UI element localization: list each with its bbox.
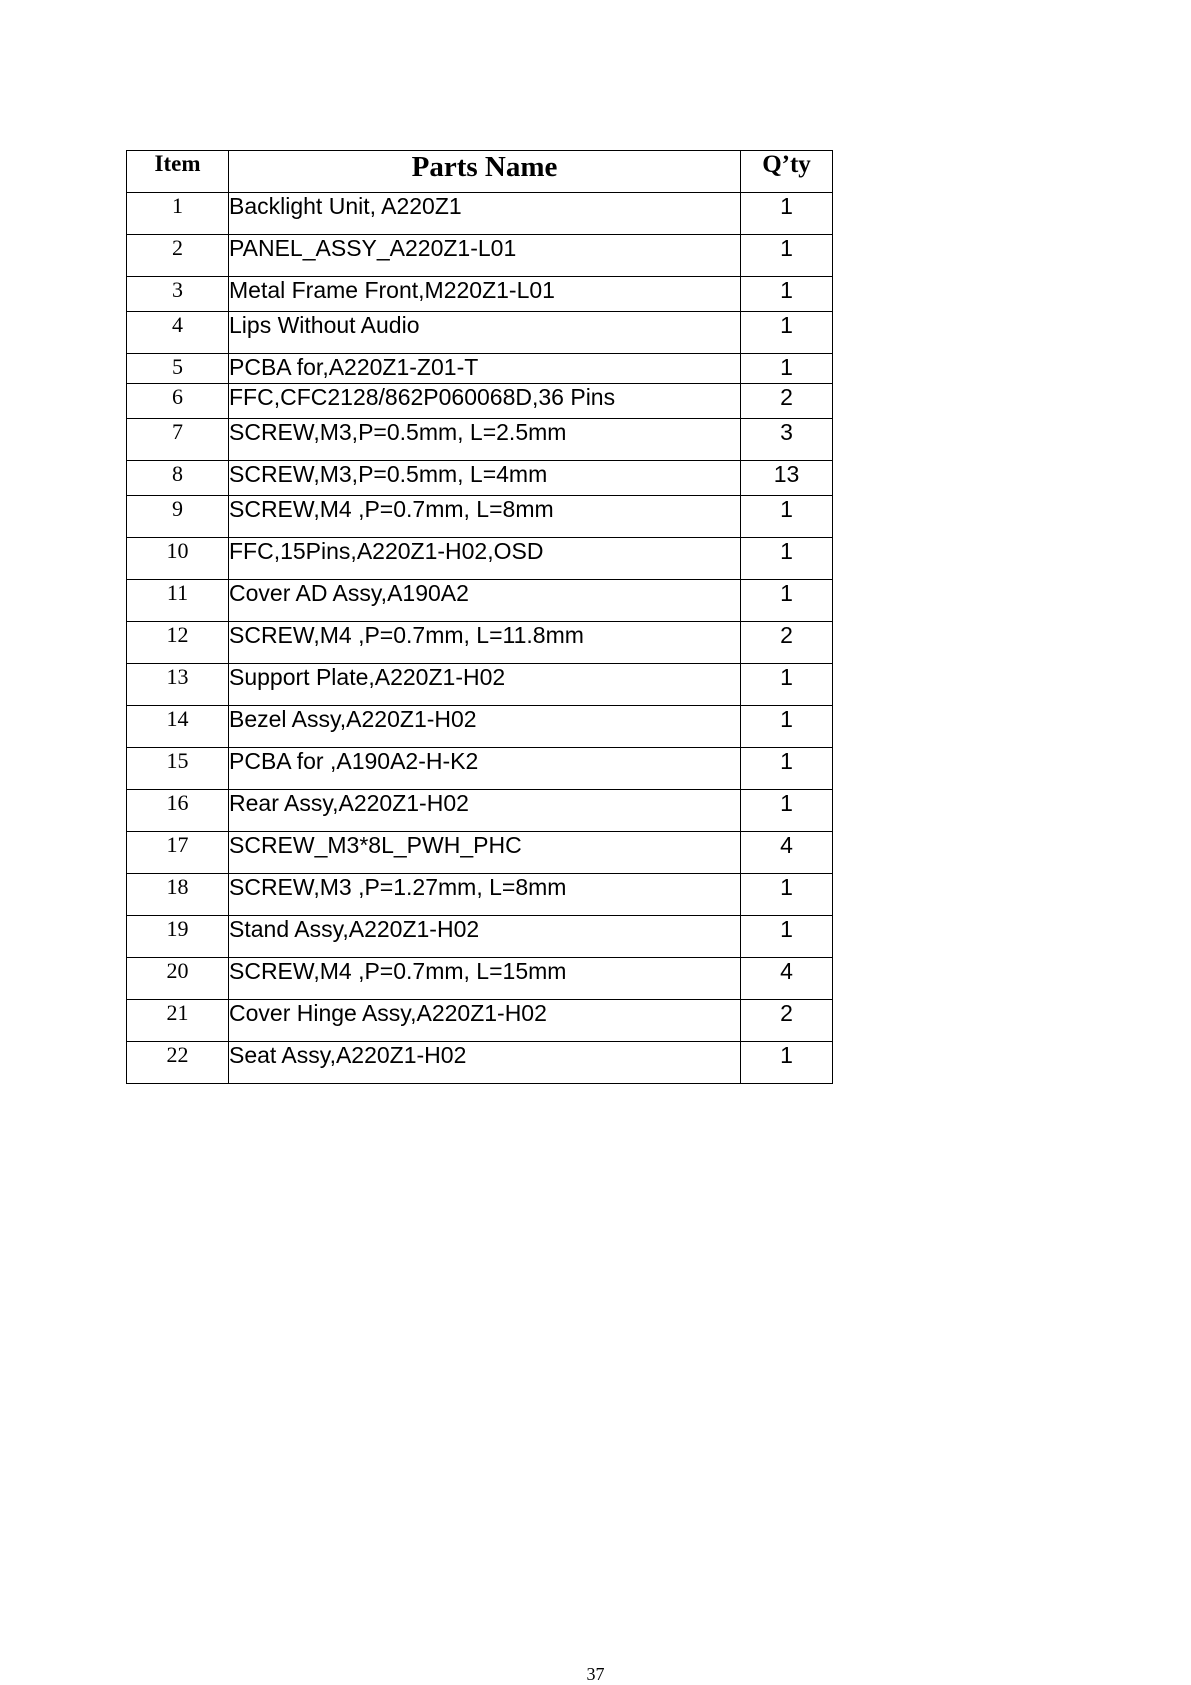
part-name: SCREW,M4 ,P=0.7mm, L=15mm — [229, 958, 741, 1000]
table-row — [127, 790, 833, 832]
part-name: Seat Assy,A220Z1-H02 — [229, 1042, 741, 1084]
part-qty: 1 — [741, 354, 833, 384]
part-name: PCBA for,A220Z1-Z01-T — [229, 354, 741, 384]
table-row — [127, 832, 833, 874]
part-name: SCREW,M3,P=0.5mm, L=4mm — [229, 461, 741, 496]
table-row — [127, 277, 833, 312]
item-number: 11 — [127, 580, 229, 622]
part-qty: 1 — [741, 538, 833, 580]
table-row — [127, 664, 833, 706]
item-number: 18 — [127, 874, 229, 916]
table-row — [127, 312, 833, 354]
item-number: 22 — [127, 1042, 229, 1084]
item-number: 17 — [127, 832, 229, 874]
item-number: 2 — [127, 235, 229, 277]
part-qty: 13 — [741, 461, 833, 496]
table-row — [127, 622, 833, 664]
header-parts-name: Parts Name — [229, 151, 741, 193]
part-name: Stand Assy,A220Z1-H02 — [229, 916, 741, 958]
table-row — [127, 1042, 833, 1084]
item-number: 14 — [127, 706, 229, 748]
part-name: Backlight Unit, A220Z1 — [229, 193, 741, 235]
part-name: Metal Frame Front,M220Z1-L01 — [229, 277, 741, 312]
item-number: 9 — [127, 496, 229, 538]
part-name: SCREW,M4 ,P=0.7mm, L=8mm — [229, 496, 741, 538]
table-row — [127, 538, 833, 580]
header-item: Item — [127, 151, 229, 193]
item-number: 12 — [127, 622, 229, 664]
item-number: 10 — [127, 538, 229, 580]
item-number: 15 — [127, 748, 229, 790]
item-number: 8 — [127, 461, 229, 496]
part-qty: 2 — [741, 384, 833, 419]
table-row — [127, 193, 833, 235]
table-row — [127, 916, 833, 958]
item-number: 3 — [127, 277, 229, 312]
part-qty: 2 — [741, 622, 833, 664]
table-row — [127, 1000, 833, 1042]
table-row — [127, 461, 833, 496]
part-qty: 1 — [741, 496, 833, 538]
table-row — [127, 496, 833, 538]
part-name: FFC,15Pins,A220Z1-H02,OSD — [229, 538, 741, 580]
part-name: SCREW_M3*8L_PWH_PHC — [229, 832, 741, 874]
parts-table — [126, 150, 833, 1084]
part-qty: 1 — [741, 277, 833, 312]
part-qty: 4 — [741, 832, 833, 874]
part-qty: 1 — [741, 580, 833, 622]
part-name: Cover Hinge Assy,A220Z1-H02 — [229, 1000, 741, 1042]
table-row — [127, 958, 833, 1000]
page-number: 37 — [586, 1664, 605, 1684]
part-qty: 1 — [741, 235, 833, 277]
item-number: 20 — [127, 958, 229, 1000]
part-name: Bezel Assy,A220Z1-H02 — [229, 706, 741, 748]
table-row — [127, 706, 833, 748]
part-qty: 1 — [741, 916, 833, 958]
item-number: 19 — [127, 916, 229, 958]
table-body — [127, 193, 833, 1084]
part-name: SCREW,M3,P=0.5mm, L=2.5mm — [229, 419, 741, 461]
part-name: Support Plate,A220Z1-H02 — [229, 664, 741, 706]
item-number: 4 — [127, 312, 229, 354]
part-qty: 1 — [741, 193, 833, 235]
part-qty: 1 — [741, 1042, 833, 1084]
header-qty: Q’ty — [741, 151, 833, 193]
item-number: 6 — [127, 384, 229, 419]
part-name: Rear Assy,A220Z1-H02 — [229, 790, 741, 832]
table-row — [127, 419, 833, 461]
part-qty: 1 — [741, 748, 833, 790]
item-number: 7 — [127, 419, 229, 461]
table-row — [127, 235, 833, 277]
part-qty: 3 — [741, 419, 833, 461]
part-name: FFC,CFC2128/862P060068D,36 Pins — [229, 384, 741, 419]
part-name: Lips Without Audio — [229, 312, 741, 354]
part-name: Cover AD Assy,A190A2 — [229, 580, 741, 622]
part-name: SCREW,M3 ,P=1.27mm, L=8mm — [229, 874, 741, 916]
item-number: 16 — [127, 790, 229, 832]
table-row — [127, 580, 833, 622]
part-name: PCBA for ,A190A2-H-K2 — [229, 748, 741, 790]
part-name: PANEL_ASSY_A220Z1-L01 — [229, 235, 741, 277]
item-number: 13 — [127, 664, 229, 706]
part-qty: 1 — [741, 664, 833, 706]
item-number: 21 — [127, 1000, 229, 1042]
table-row — [127, 874, 833, 916]
table-row — [127, 354, 833, 384]
table-header-row — [127, 151, 833, 193]
part-qty: 1 — [741, 312, 833, 354]
table-row — [127, 748, 833, 790]
part-qty: 2 — [741, 1000, 833, 1042]
item-number: 5 — [127, 354, 229, 384]
part-name: SCREW,M4 ,P=0.7mm, L=11.8mm — [229, 622, 741, 664]
item-number: 1 — [127, 193, 229, 235]
part-qty: 4 — [741, 958, 833, 1000]
table-row — [127, 384, 833, 419]
part-qty: 1 — [741, 790, 833, 832]
part-qty: 1 — [741, 706, 833, 748]
part-qty: 1 — [741, 874, 833, 916]
